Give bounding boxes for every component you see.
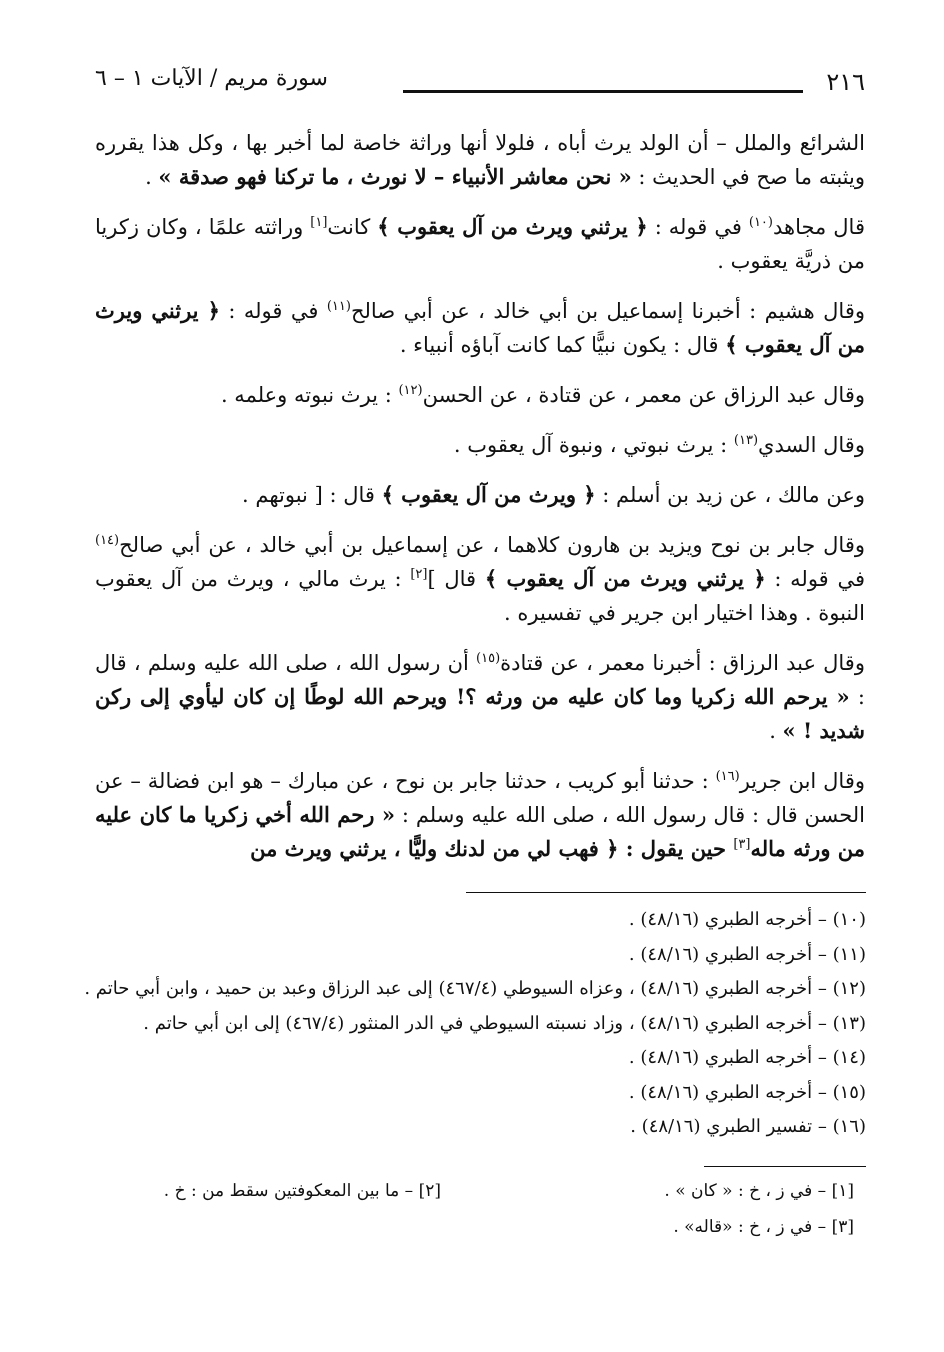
footnote: (١٠) – أخرجه الطبري (٤٨/١٦) . — [628, 909, 866, 930]
text-run: في قوله : — [219, 299, 327, 323]
footnote: (١٦) – تفسير الطبري (٤٨/١٦) . — [630, 1116, 866, 1137]
page-header — [95, 64, 865, 104]
footnote-ref: (١٥) — [476, 651, 501, 666]
text-run: : حدثنا أبو كريب ، حدثنا جابر بن نوح ، عن مبارك – هو ابن فضالة – عن الحسن قال : قال رسول الله ، صلى الله عليه وسلم : — [95, 769, 865, 827]
paragraph — [95, 528, 865, 630]
text-run: أن رسول الله ، صلى الله عليه وسلم ، قال : — [95, 651, 865, 709]
paragraph — [95, 428, 865, 462]
variant-note-2: [٢] – ما بين المعكوفتين سقط من : خ . — [163, 1181, 441, 1201]
paragraph — [95, 210, 865, 278]
footnote-ref: (١٦) — [715, 769, 740, 784]
variant-note-1: [١] – في ز ، خ : « كان » . — [664, 1181, 854, 1201]
text-run: في قوله : — [765, 567, 865, 591]
text-run: وقال هشيم : أخبرنا إسماعيل بن أبي خالد ، عن أبي صالح — [350, 299, 865, 323]
footnote: (١١) – أخرجه الطبري (٤٨/١٦) . — [628, 943, 866, 965]
paragraph — [95, 646, 865, 748]
text-run: وراثته علمًا ، وكان زكريا من ذريَّة يعقوب . — [95, 215, 865, 273]
footnote-ref: [١] — [310, 215, 328, 230]
text-run: . — [145, 165, 159, 189]
footnote: (١٣) – أخرجه الطبري (٤٨/١٦) ، وزاد نسبته السيوطي في الدر المنثور (٤٦٧/٤) إلى ابن أبي حاتم . — [143, 1012, 866, 1034]
footnote-ref: [٢] — [410, 567, 428, 582]
text-run: وقال السدي — [758, 433, 865, 457]
paragraph — [95, 478, 865, 512]
header-rule — [403, 90, 803, 93]
page-number: ٢١٦ — [826, 68, 865, 96]
text-run: قال : يكون نبيًّا كما كانت آباؤه أنبياء . — [399, 333, 726, 357]
text-run: الشرائع والملل – أن الولد يرث أباه ، فلولا أنها وراثة خاصة لما أخبر بها ، وكل هذا يقرره ويثبته ما صح في الحديث : — [95, 131, 865, 189]
footnote-ref: (١٤) — [95, 533, 120, 548]
text-run: قال مجاهد — [772, 215, 865, 239]
text-run: . — [769, 719, 783, 743]
text-run: قال ] — [427, 567, 485, 591]
footnote-ref: (١٢) — [398, 383, 423, 398]
quoted-text: « رحم الله أخي زكريا ما كان عليه من ورثه ماله — [95, 802, 865, 861]
footnote-ref: (١٠) — [748, 215, 773, 230]
surah-title: سورة مريم / الآيات ١ – ٦ — [95, 66, 328, 91]
quoted-text: حين يقول : — [618, 836, 734, 861]
main-text — [95, 126, 865, 882]
quoted-text: « يرحم الله زكريا وما كان عليه من ورثه ؟! ويرحم الله لوطًا إن كان ليأوي إلى ركن شديد ! » — [95, 684, 865, 743]
text-run: وقال ابن جرير — [739, 769, 865, 793]
text-run: وقال عبد الرزاق عن معمر ، عن قتادة ، عن الحسن — [422, 383, 865, 407]
text-run: وعن مالك ، عن زيد بن أسلم : — [595, 483, 865, 507]
quoted-text: ﴿ يرثني ويرث من آل يعقوب ﴾ — [484, 566, 766, 591]
footnotes — [84, 903, 866, 1145]
paragraph — [95, 126, 865, 194]
quoted-text: ﴿ فهب لي من لدنك وليًّا ، يرثني ويرث من — [250, 836, 619, 861]
quoted-text: « نحن معاشر الأنبياء – لا نورث ، ما تركنا فهو صدقة » — [158, 164, 632, 189]
text-run: وقال عبد الرزاق : أخبرنا معمر ، عن قتادة — [500, 651, 865, 675]
footnote-ref: [٣] — [733, 837, 751, 852]
text-run: قال : [ نبوتهم . — [242, 483, 382, 507]
footnote: (١٤) – أخرجه الطبري (٤٨/١٦) . — [628, 1047, 866, 1068]
quoted-text: ﴿ يرثني ويرث من آل يعقوب ﴾ — [95, 298, 865, 357]
text-run: : يرث نبوتي ، ونبوة آل يعقوب . — [453, 433, 734, 457]
quoted-text: ﴿ ويرث من آل يعقوب ﴾ — [381, 482, 596, 507]
variant-note-3: [٣] – في ز ، خ : «قاله» . — [673, 1217, 854, 1237]
footnote: (١٢) – أخرجه الطبري (٤٨/١٦) ، وعزاه السيوطي (٤٦٧/٤) إلى عبد الرزاق وعبد بن حميد ، وابن أبي حاتم . — [84, 978, 866, 999]
footnote: (١٥) – أخرجه الطبري (٤٨/١٦) . — [628, 1081, 866, 1103]
footnote-ref: (١١) — [326, 299, 351, 314]
paragraph — [95, 294, 865, 362]
footnote-divider — [466, 892, 866, 893]
text-run: في قوله : — [647, 215, 749, 239]
text-run: : يرث مالي ، ويرث من آل يعقوب النبوة . وهذا اختيار ابن جرير في تفسيره . — [95, 567, 865, 625]
text-run: كانت — [327, 215, 378, 239]
variant-notes-divider — [704, 1166, 866, 1167]
footnote-ref: (١٣) — [733, 433, 759, 448]
paragraph — [95, 378, 865, 412]
text-run: وقال جابر بن نوح ويزيد بن هارون كلاهما ، عن إسماعيل بن أبي خالد ، عن أبي صالح — [119, 533, 865, 557]
text-run: : يرث نبوته وعلمه . — [220, 383, 399, 407]
quoted-text: ﴿ يرثني ويرث من آل يعقوب ﴾ — [377, 214, 648, 239]
paragraph — [95, 764, 865, 866]
